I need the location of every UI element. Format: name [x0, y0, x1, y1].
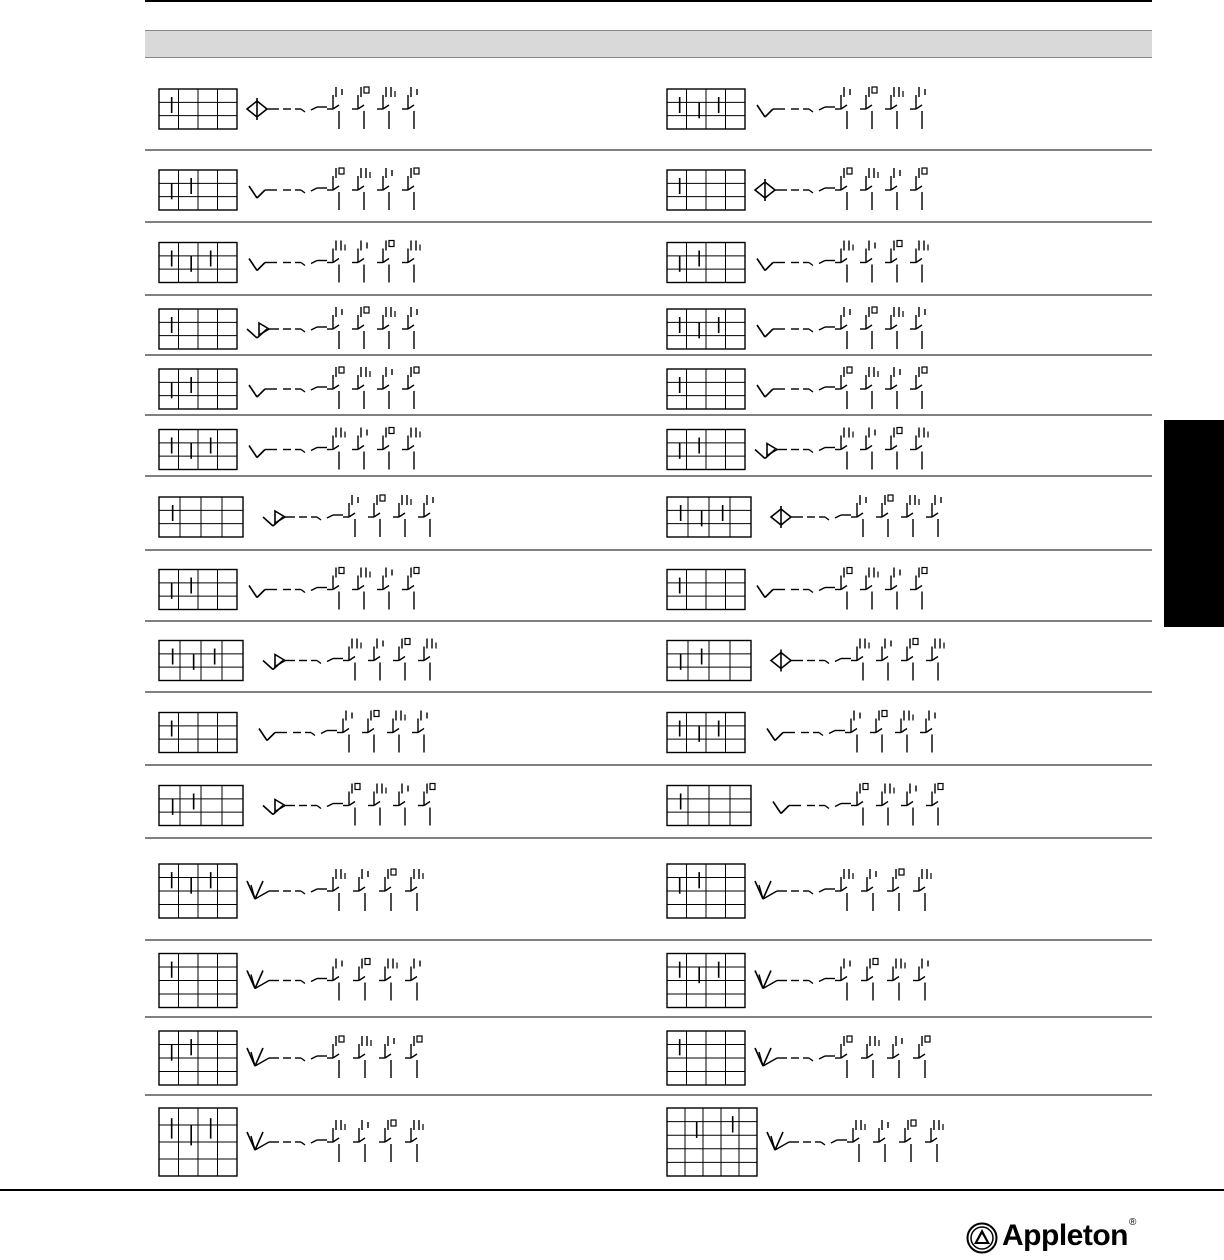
left-diagram-10: [159, 711, 427, 753]
position-grid: [667, 430, 745, 470]
left-diagram-14: [159, 1031, 422, 1085]
contact-chain: [791, 367, 927, 409]
right-diagram-12: [667, 864, 931, 918]
operator-symbol: [755, 179, 787, 201]
left-diagram-12: [159, 864, 423, 918]
position-grid: [667, 864, 745, 918]
right-diagram-2: [667, 168, 927, 210]
contact-chain: [791, 241, 928, 283]
contact-chain: [299, 784, 435, 826]
position-grid: [159, 309, 237, 349]
contact-chain: [283, 1036, 422, 1078]
left-diagram-5: [159, 367, 419, 409]
right-diagram-13: [667, 954, 928, 1008]
operator-symbol: [247, 881, 279, 899]
left-diagram-8: [159, 568, 419, 610]
left-diagram-2: [159, 168, 419, 210]
position-grid: [667, 954, 745, 1008]
position-grid: [159, 954, 237, 1008]
position-grid: [667, 170, 745, 210]
left-diagram-6: [159, 428, 420, 470]
right-diagram-15: [667, 1108, 943, 1176]
left-diagram-13: [159, 954, 420, 1008]
operator-symbol: [755, 1048, 787, 1066]
contact-chain: [283, 367, 419, 409]
left-diagram-11: [159, 784, 435, 826]
contact-chain: [791, 568, 927, 610]
contact-chain: [293, 711, 427, 753]
operator-symbol: [755, 971, 787, 989]
left-diagram-15: [159, 1108, 423, 1176]
operator-symbol: [247, 98, 279, 120]
position-grid: [667, 497, 751, 537]
contact-chain: [807, 784, 943, 826]
operator-symbol: [249, 385, 277, 397]
operator-symbol: [259, 729, 287, 741]
position-grid: [159, 369, 237, 409]
contact-chain: [791, 959, 928, 1001]
right-diagram-9: [667, 639, 944, 681]
position-grid: [159, 1031, 237, 1085]
left-diagram-4: [159, 307, 417, 349]
contact-chain: [801, 711, 935, 753]
left-diagram-7: [159, 495, 433, 537]
contact-chain: [283, 307, 417, 349]
contact-chain: [791, 1036, 930, 1078]
contact-chain: [791, 428, 928, 470]
position-grid: [159, 430, 237, 470]
left-diagram-9: [159, 639, 436, 681]
operator-symbol: [263, 800, 295, 815]
operator-symbol: [757, 385, 785, 397]
contact-chain: [283, 168, 419, 210]
registered-mark: ®: [1128, 1217, 1137, 1228]
right-diagram-4: [667, 307, 925, 349]
position-grid: [667, 1031, 745, 1085]
position-grid: [159, 570, 237, 610]
operator-symbol: [755, 881, 787, 899]
contact-chain: [283, 869, 423, 911]
position-grid: [159, 786, 243, 826]
operator-symbol: [247, 323, 279, 338]
appleton-logo: [966, 1216, 1136, 1260]
contact-chain: [283, 568, 419, 610]
position-grid: [159, 864, 237, 918]
contact-chain: [283, 1120, 423, 1162]
position-grid: [159, 713, 237, 753]
triangle-in-circle-logo-icon: [966, 1222, 998, 1254]
operator-symbol: [263, 655, 295, 670]
right-diagram-7: [667, 495, 941, 537]
right-diagram-6: [667, 428, 928, 470]
operator-symbol: [757, 325, 785, 337]
position-grid: [159, 170, 237, 210]
operator-symbol: [263, 511, 295, 526]
operator-symbol: [757, 105, 785, 117]
right-diagram-14: [667, 1031, 930, 1085]
brand-name: Appleton: [1002, 1219, 1128, 1252]
right-diagram-10: [667, 711, 935, 753]
operator-symbol: [773, 802, 801, 814]
operator-symbol: [771, 506, 803, 528]
left-diagram-3: [159, 241, 420, 283]
position-grid: [667, 713, 745, 753]
position-grid: [159, 89, 237, 129]
right-diagram-8: [667, 568, 927, 610]
contact-chain: [283, 241, 420, 283]
operator-symbol: [771, 650, 803, 672]
position-grid: [667, 243, 745, 283]
position-grid: [667, 641, 751, 681]
position-grid: [159, 641, 243, 681]
contact-chain: [791, 168, 927, 210]
right-diagram-3: [667, 241, 928, 283]
right-diagram-1: [667, 87, 925, 129]
operator-symbol: [767, 1132, 799, 1150]
left-diagram-1: [159, 87, 417, 129]
operator-symbol: [249, 586, 277, 598]
right-diagram-5: [667, 367, 927, 409]
position-grid: [159, 1108, 237, 1176]
position-grid: [159, 497, 243, 537]
position-grid: [667, 786, 751, 826]
operator-symbol: [249, 259, 277, 271]
position-grid: [667, 89, 745, 129]
contact-chain: [791, 869, 931, 911]
operator-symbol: [249, 446, 277, 458]
operator-symbol: [755, 444, 787, 459]
contact-chain: [283, 87, 417, 129]
position-grid: [667, 309, 745, 349]
operator-symbol: [757, 586, 785, 598]
position-grid: [667, 369, 745, 409]
operator-symbol: [247, 1048, 279, 1066]
position-grid: [159, 243, 237, 283]
contact-chain: [299, 495, 433, 537]
right-diagram-11: [667, 784, 943, 826]
contact-chain: [791, 87, 925, 129]
contact-chain: [299, 639, 436, 681]
position-grid: [667, 570, 745, 610]
operator-symbol: [247, 971, 279, 989]
contact-chain: [283, 959, 420, 1001]
contact-chain: [283, 428, 420, 470]
contact-chain: [791, 307, 925, 349]
contact-chain: [803, 1120, 943, 1162]
contact-chain: [807, 495, 941, 537]
operator-symbol: [767, 729, 795, 741]
operator-symbol: [247, 1132, 279, 1150]
position-grid: [667, 1108, 757, 1176]
operator-symbol: [757, 259, 785, 271]
operator-symbol: [249, 186, 277, 198]
contact-chain: [807, 639, 944, 681]
